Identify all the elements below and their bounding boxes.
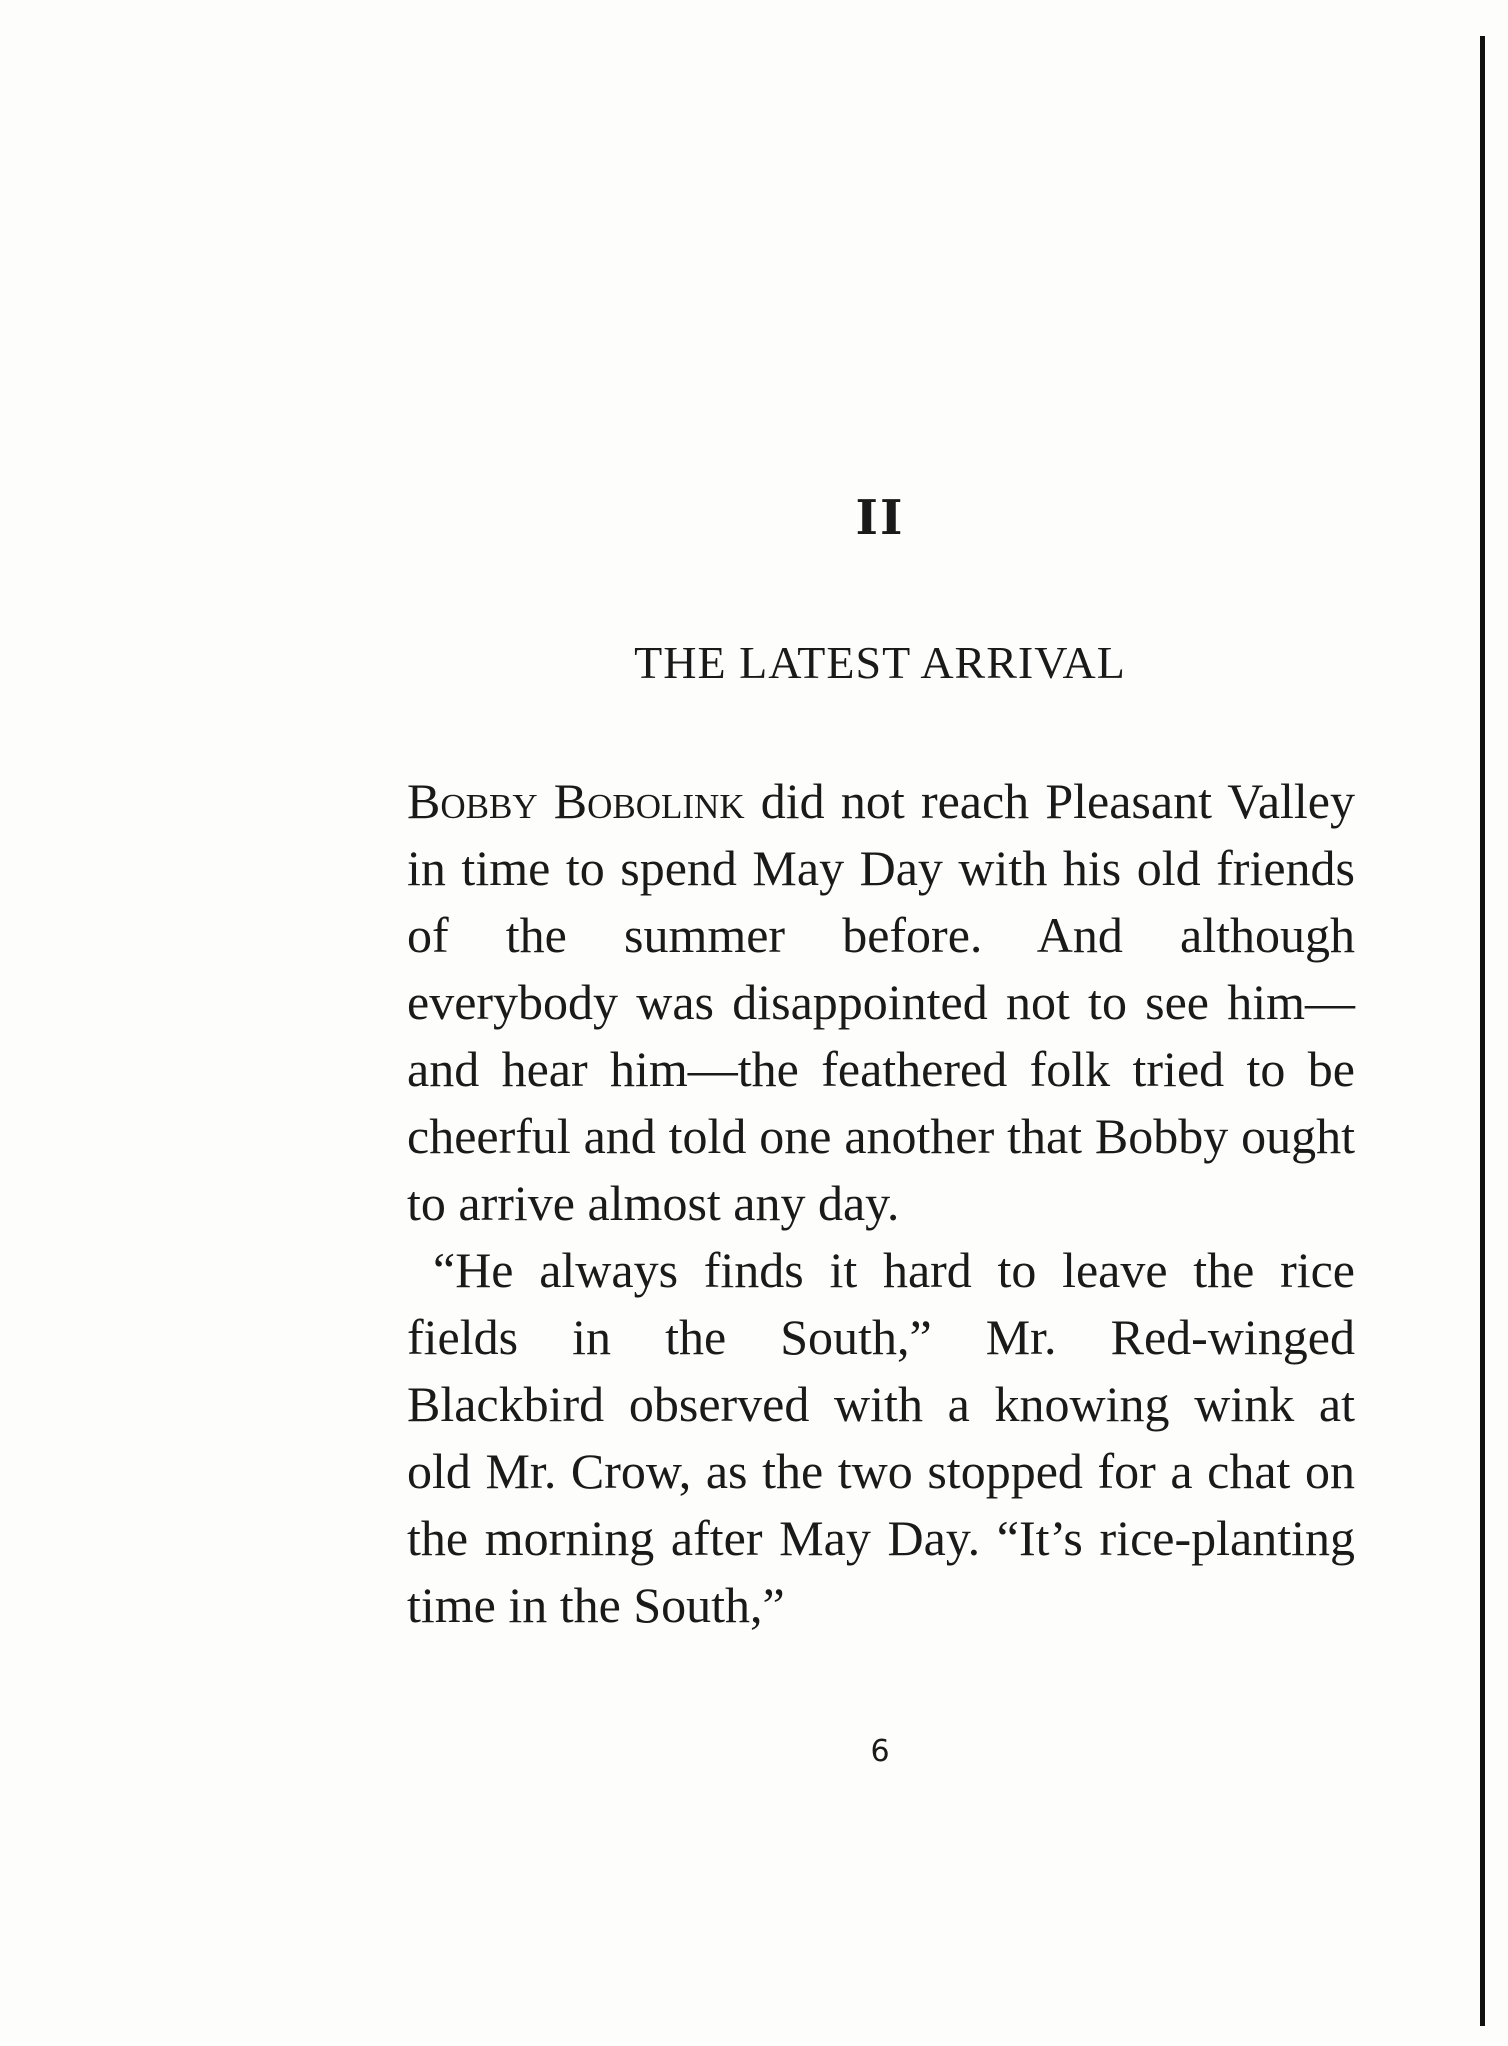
paragraph-1-lead: Bobby Bobolink	[407, 773, 745, 829]
chapter-number: II	[855, 490, 905, 546]
paragraph-1-text: did not reach Pleasant Valley in time to spend May Day with his old friends of the summer before. And although everybody was disappointed not to see him—and hear him—the feathered folk tried to be cheerful and told one another that Bobby ought to arrive almost any day.	[407, 773, 1355, 1231]
paragraph-1	[407, 768, 1355, 1237]
paragraph-2: “He always finds it hard to leave the rice fields in the South,” Mr. Red-winged Blackbird observed with a knowing wink at old Mr. Crow, as the two stopped for a chat on the morning after May Day. “It’s rice-planting time in the South,”	[407, 1242, 1355, 1633]
page-number: 6	[870, 1734, 890, 1769]
page-edge-shadow	[1480, 36, 1485, 2026]
chapter-title: THE LATEST ARRIVAL	[634, 637, 1126, 688]
body-text	[407, 768, 1355, 1639]
